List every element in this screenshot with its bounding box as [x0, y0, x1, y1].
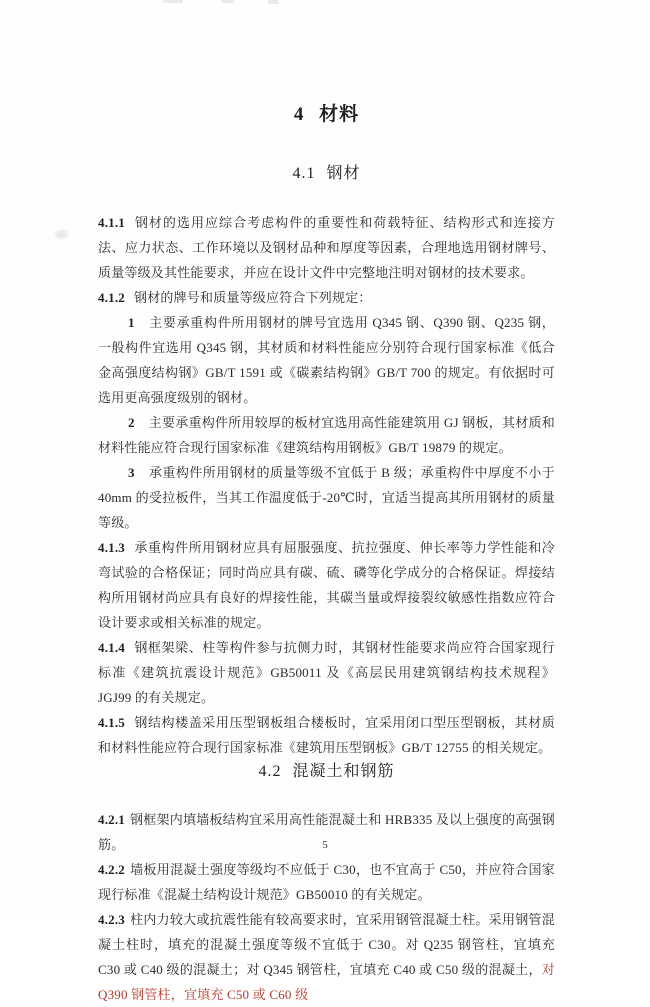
item-text: 主要承重构件所用钢材的牌号宜选用 Q345 钢、Q390 钢、Q235 钢，一般构件宜选用 Q345 钢，其材质和材料性能应分别符合现行国家标准《低合金高强度结构钢》GB/T 1591 或《碳素结构钢》GB/T 700 的规定。有依据时可选用更高强度级别的钢材。: [98, 315, 555, 405]
clause-number: 4.1.5: [98, 715, 125, 730]
clause-text: 钢框架梁、柱等构件参与抗侧力时，其钢材性能要求尚应符合国家现行标准《建筑抗震设计规范》GB50011 及《高层民用建筑钢结构技术规程》JGJ99 的有关规定。: [98, 640, 555, 705]
chapter-title: 4 材料: [293, 104, 360, 125]
clause-number: 4.1.4: [98, 640, 125, 655]
clause-4-2-3: [98, 907, 555, 1007]
clause-text: 钢结构楼盖采用压型钢板组合楼板时，宜采用闭口型压型钢板，其材质和材料性能应符合现行国家标准《建筑用压型钢板》GB/T 12755 的相关规定。: [98, 715, 555, 755]
clause-text: 钢框架内填墙板结构宜采用高性能混凝土和 HRB335 及以上强度的高强钢筋。: [98, 812, 555, 852]
scan-artifact: [55, 230, 68, 239]
item-number: 2: [128, 415, 135, 430]
clause-text: 承重构件所用钢材应具有屈服强度、抗拉强度、伸长率等力学性能和冷弯试验的合格保证；同时尚应具有碳、硫、磷等化学成分的合格保证。焊接结构所用钢材尚应具有良好的焊接性能，其碳当量或焊接裂纹敏感性指数应符合设计要求或相关标准的规定。: [98, 540, 555, 630]
clause-4-1-2: [98, 285, 555, 310]
clause-text-highlighted: 对 Q390 钢管柱，宜填充 C50 或 C60 级: [98, 962, 555, 1002]
clause-text: 柱内力较大或抗震性能有较高要求时，宜采用钢管混凝土柱。采用钢管混凝土柱时，填充的混凝土强度等级不宜低于 C30。对 Q235 钢管柱，宜填充 C30 或 C40 级的混凝土；对 Q345 钢管柱，宜填充 C40 或 C50 级的混凝土，: [98, 912, 555, 977]
clause-number: 4.2.3: [98, 912, 125, 927]
clause-4-1-5: [98, 710, 555, 760]
clause-number: 4.2.1: [98, 812, 125, 827]
clause-text: 墙板用混凝土强度等级均不应低于 C30，也不宜高于 C50，并应符合国家现行标准《混凝土结构设计规范》GB50010 的有关规定。: [98, 862, 555, 902]
item-text: 承重构件所用钢材的质量等级不宜低于 B 级；承重构件中厚度不小于 40mm 的受拉板件，当其工作温度低于-20℃时，宜适当提高其所用钢材的质量等级。: [98, 465, 555, 530]
clause-text: 钢材的牌号和质量等级应符合下列规定：: [134, 290, 372, 305]
clause-4-1-2-item-3: [98, 460, 555, 535]
clause-number: 4.1.2: [98, 290, 125, 305]
page-content: [98, 0, 555, 1007]
item-text: 主要承重构件所用较厚的板材宜选用高性能建筑用 GJ 钢板，其材质和材料性能应符合现行国家标准《建筑结构用钢板》GB/T 19879 的规定。: [98, 415, 555, 455]
page-number: 5: [322, 839, 328, 851]
section-heading-4-1: 4.1 钢材: [292, 165, 361, 182]
clause-4-2-2: [98, 857, 555, 907]
clause-number: 4.1.1: [98, 215, 125, 230]
clause-4-1-4: [98, 635, 555, 710]
clause-4-1-1: [98, 210, 555, 285]
item-number: 1: [128, 315, 135, 330]
clause-4-1-2-item-1: [98, 310, 555, 410]
clause-text: 钢材的选用应综合考虑构件的重要性和荷载特征、结构形式和连接方法、应力状态、工作环境以及钢材品种和厚度等因素，合理地选用钢材牌号、质量等级及其性能要求，并应在设计文件中完整地注明对钢材的技术要求。: [98, 215, 555, 280]
clause-4-1-3: [98, 535, 555, 635]
clause-number: 4.1.3: [98, 540, 125, 555]
section-4-1-body: [98, 210, 555, 760]
section-heading-4-2: 4.2 混凝土和钢筋: [258, 763, 395, 780]
clause-4-1-2-item-2: [98, 410, 555, 460]
item-number: 3: [128, 465, 135, 480]
section-4-2-body: [98, 807, 555, 1007]
clause-number: 4.2.2: [98, 862, 125, 877]
